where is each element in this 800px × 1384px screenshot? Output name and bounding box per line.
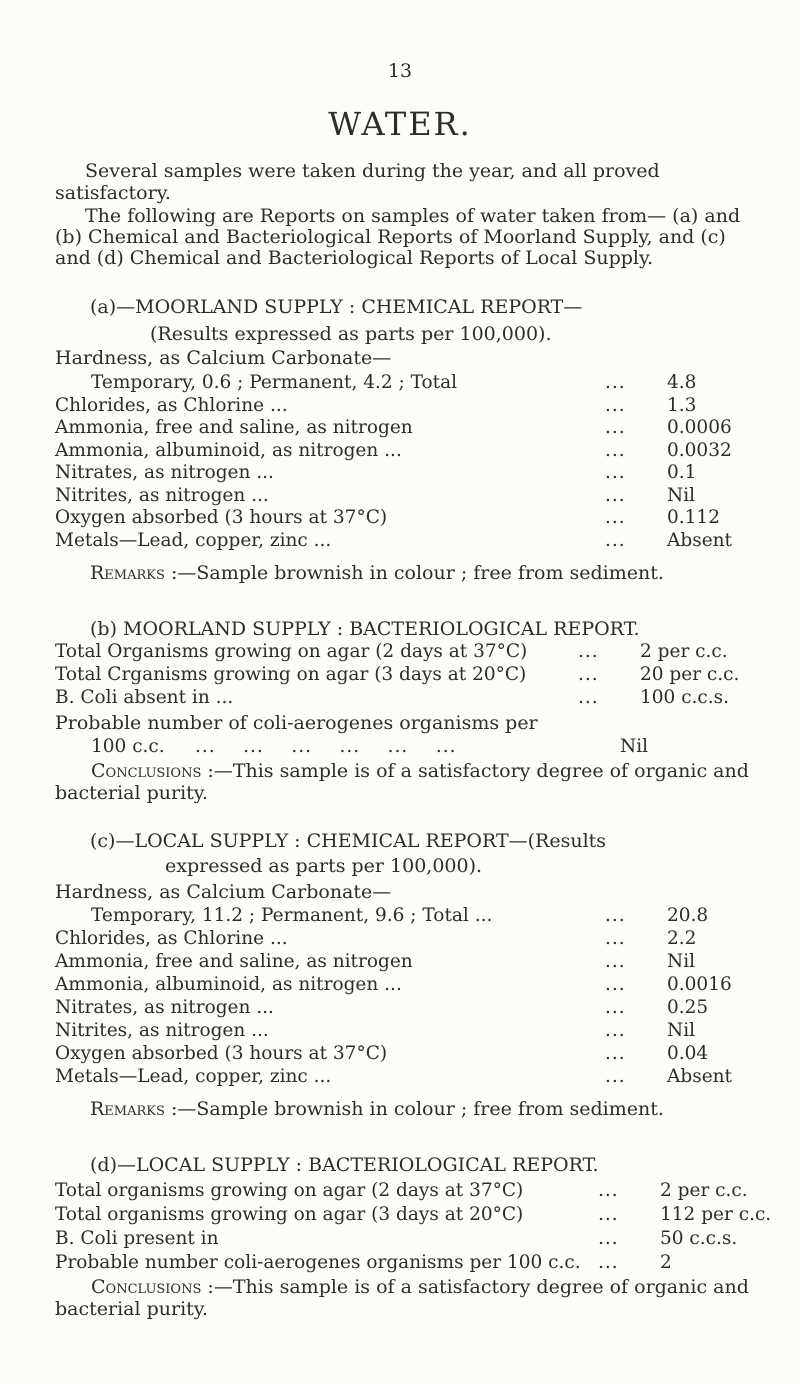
- row-value: 0.1: [667, 462, 697, 483]
- probable-label: Probable number of coli-aerogenes organisms per: [55, 712, 538, 734]
- row-value: 0.0006: [667, 417, 732, 438]
- row-value: Nil: [667, 484, 696, 506]
- leader-dots: ...: [605, 529, 626, 551]
- page-title: WATER.: [328, 105, 472, 143]
- section-b-heading: (b) MOORLAND SUPPLY : BACTERIOLOGICAL REPORT.: [90, 618, 640, 640]
- section-a-subheading: (Results expressed as parts per 100,000).: [150, 323, 552, 345]
- conclusions-label: Conclusions: [91, 760, 202, 782]
- leader-dots: ...: [598, 1252, 619, 1273]
- table-row: [55, 1020, 745, 1042]
- table-row: [55, 641, 745, 663]
- table-row: [55, 997, 745, 1019]
- probable-value: Nil: [620, 736, 649, 757]
- row-value: 2 per c.c.: [640, 641, 728, 662]
- row-label: Ammonia, albuminoid, as nitrogen ...: [55, 974, 402, 995]
- row-label: Chlorides, as Chlorine ...: [55, 394, 288, 416]
- table-row: [55, 687, 745, 709]
- row-label: Chlorides, as Chlorine ...: [55, 928, 288, 949]
- table-row: [55, 395, 745, 417]
- remarks-label: Remarks: [90, 562, 165, 584]
- leader-dots: ...: [605, 1066, 626, 1087]
- section-d-heading: (d)—LOCAL SUPPLY : BACTERIOLOGICAL REPORT.: [90, 1154, 599, 1176]
- leader-dots: ...: [605, 928, 626, 949]
- row-label: Ammonia, free and saline, as nitrogen: [55, 951, 413, 972]
- row-label: B. Coli present in: [55, 1228, 219, 1249]
- section-a-remarks: [90, 562, 664, 584]
- row-value: 112 per c.c.: [660, 1204, 772, 1225]
- row-value: 20.8: [667, 905, 709, 926]
- table-row: [55, 485, 745, 507]
- table-row: [55, 1180, 748, 1202]
- row-label: Nitrites, as nitrogen ...: [55, 1020, 269, 1041]
- leader-dots: ...: [578, 664, 599, 685]
- row-value: Absent: [667, 1066, 732, 1087]
- table-row: [55, 974, 745, 996]
- row-label: Nitrates, as nitrogen ...: [55, 997, 274, 1018]
- row-value: 0.04: [667, 1043, 709, 1064]
- leader-dots: ...: [598, 1204, 619, 1225]
- row-value: 0.25: [667, 997, 709, 1018]
- section-c-subheading: expressed as parts per 100,000).: [165, 855, 483, 877]
- section-a-heading: (a)—MOORLAND SUPPLY : CHEMICAL REPORT—: [90, 296, 583, 318]
- row-value: 0.112: [667, 507, 720, 528]
- section-d-conclusions: [55, 1276, 765, 1320]
- section-a-hardness-label: Hardness, as Calcium Carbonate—: [55, 347, 392, 369]
- row-label: Temporary, 11.2 ; Permanent, 9.6 ; Total ...: [91, 905, 493, 926]
- remarks-label: Remarks: [90, 1098, 165, 1120]
- row-value: 20 per c.c.: [640, 664, 740, 685]
- row-label: Oxygen absorbed (3 hours at 37°C): [55, 507, 388, 528]
- intro-paragraph-2: The following are Reports on samples of water taken from— (a) and (b) Chemical and Bacteriological Reports of Moorland Supply, and (c) and (d) Chemical and Bacteriological Reports of Local Supply.: [55, 205, 741, 269]
- conclusions-text: :—This sample is of a satisfactory degree of organic and bacterial purity.: [55, 760, 749, 804]
- leader-dots: ...: [605, 1020, 626, 1041]
- row-value: 4.8: [667, 372, 697, 393]
- table-row: [55, 1204, 772, 1226]
- row-label: Metals—Lead, copper, zinc ...: [55, 1066, 332, 1087]
- leader-dots: ...: [598, 1228, 619, 1249]
- probable-label-cont: 100 c.c.: [91, 736, 165, 757]
- row-label: Oxygen absorbed (3 hours at 37°C): [55, 1043, 388, 1064]
- conclusions-label: Conclusions: [91, 1276, 202, 1298]
- leader-dots: ...: [605, 1043, 626, 1064]
- section-c-hardness-label: Hardness, as Calcium Carbonate—: [55, 881, 392, 903]
- table-row: [55, 928, 745, 950]
- section-b-probable-line: [55, 712, 640, 734]
- row-label: Total organisms growing on agar (3 days at 20°C): [55, 1204, 524, 1225]
- table-row: [55, 905, 745, 927]
- row-value: 100 c.c.s.: [640, 687, 730, 708]
- row-label: Nitrates, as nitrogen ...: [55, 462, 274, 483]
- table-row: [55, 1066, 745, 1088]
- row-label: Total organisms growing on agar (2 days at 37°C): [55, 1180, 524, 1201]
- leader-dots: ...: [605, 394, 626, 416]
- row-value: Nil: [667, 951, 696, 972]
- row-value: 0.0016: [667, 974, 732, 995]
- table-row: [55, 530, 745, 552]
- leader-dots: ...: [605, 462, 626, 483]
- page-number: 13: [387, 60, 413, 82]
- leader-dots: ...: [605, 372, 626, 393]
- row-value: 50 c.c.s.: [660, 1228, 738, 1249]
- row-value: 2.2: [667, 928, 697, 949]
- leader-dots: ... ... ... ... ... ...: [195, 736, 457, 757]
- table-row: [55, 440, 745, 462]
- remarks-text: :—Sample brownish in colour ; free from sediment.: [170, 1098, 664, 1120]
- leader-dots: ...: [605, 974, 626, 995]
- intro-paragraph-1: Several samples were taken during the year, and all proved satisfactory.: [55, 160, 660, 204]
- row-value: 1.3: [667, 394, 697, 416]
- table-row: [55, 1252, 745, 1274]
- leader-dots: ...: [605, 997, 626, 1018]
- leader-dots: ...: [605, 439, 626, 461]
- section-b-conclusions: [55, 760, 765, 804]
- leader-dots: ...: [598, 1180, 619, 1201]
- row-value: Nil: [667, 1020, 696, 1041]
- table-row: [55, 1228, 745, 1250]
- leader-dots: ...: [605, 417, 626, 438]
- row-label: Nitrites, as nitrogen ...: [55, 484, 269, 506]
- row-value: 0.0032: [667, 439, 732, 461]
- section-c-heading: (c)—LOCAL SUPPLY : CHEMICAL REPORT—(Results: [90, 830, 607, 852]
- conclusions-text: :—This sample is of a satisfactory degree of organic and bacterial purity.: [55, 1276, 749, 1320]
- table-row: [55, 951, 745, 973]
- leader-dots: ...: [605, 905, 626, 926]
- table-row: [55, 372, 745, 394]
- row-label: Ammonia, albuminoid, as nitrogen ...: [55, 439, 402, 461]
- table-row: [55, 1043, 745, 1065]
- row-label: Ammonia, free and saline, as nitrogen: [55, 417, 413, 438]
- leader-dots: ...: [605, 484, 626, 506]
- leader-dots: ...: [605, 507, 626, 528]
- leader-dots: ...: [605, 951, 626, 972]
- section-c-remarks: [55, 1098, 745, 1120]
- leader-dots: ...: [578, 641, 599, 662]
- row-label: Temporary, 0.6 ; Permanent, 4.2 ; Total: [91, 372, 458, 393]
- row-label: Probable number coli-aerogenes organisms per 100 c.c.: [55, 1252, 581, 1273]
- row-label: Total Organisms growing on agar (2 days at 37°C): [55, 641, 528, 662]
- row-label: Metals—Lead, copper, zinc ...: [55, 529, 332, 551]
- row-label: B. Coli absent in ...: [55, 687, 234, 708]
- row-value: Absent: [667, 529, 732, 551]
- leader-dots: ...: [578, 687, 599, 708]
- table-row: [55, 664, 745, 686]
- row-value: 2: [660, 1252, 672, 1273]
- row-value: 2 per c.c.: [660, 1180, 748, 1201]
- remarks-text: :—Sample brownish in colour ; free from sediment.: [170, 562, 664, 584]
- table-row: [55, 417, 745, 439]
- table-row: [55, 462, 745, 484]
- section-b-probable-row: [55, 736, 745, 758]
- table-row: [55, 507, 745, 529]
- row-label: Total Crganisms growing on agar (3 days at 20°C): [55, 664, 527, 685]
